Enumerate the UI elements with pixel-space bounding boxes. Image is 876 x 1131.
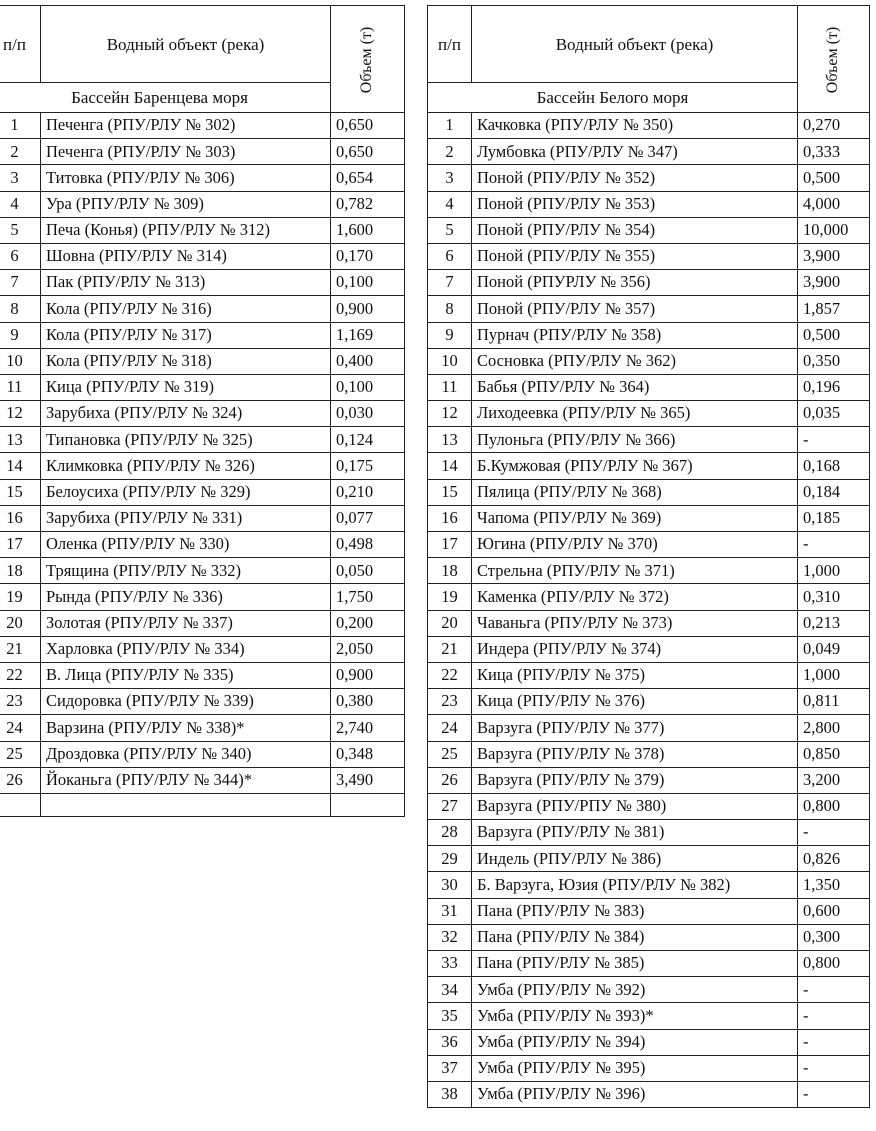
volume-value: 0,168 — [798, 453, 870, 479]
table-row — [428, 453, 870, 479]
row-number: 9 — [0, 322, 41, 348]
table-row — [428, 820, 870, 846]
empty-cell — [0, 793, 41, 816]
table-row — [428, 532, 870, 558]
volume-value: 2,050 — [331, 636, 405, 662]
table-row — [0, 453, 405, 479]
volume-value: 0,100 — [331, 374, 405, 400]
water-object-name: Печа (Конья) (РПУ/РЛУ № 312) — [41, 217, 331, 243]
water-object-name: Лиходеевка (РПУ/РЛУ № 365) — [472, 401, 798, 427]
water-object-name: Лумбовка (РПУ/РЛУ № 347) — [472, 139, 798, 165]
volume-value: 0,050 — [331, 558, 405, 584]
row-number: 20 — [0, 610, 41, 636]
table-row — [0, 243, 405, 269]
volume-value: 1,000 — [798, 662, 870, 688]
water-object-name: Пана (РПУ/РЛУ № 383) — [472, 898, 798, 924]
right-table-white-sea — [427, 5, 870, 1108]
water-object-name: Сосновка (РПУ/РЛУ № 362) — [472, 348, 798, 374]
water-object-name: Поной (РПУ/РЛУ № 352) — [472, 165, 798, 191]
volume-value: 0,030 — [331, 401, 405, 427]
water-object-name: Климковка (РПУ/РЛУ № 326) — [41, 453, 331, 479]
table-row — [0, 113, 405, 139]
water-object-name: Варзуга (РПУ/РЛУ № 378) — [472, 741, 798, 767]
row-number: 29 — [428, 846, 472, 872]
volume-value: - — [798, 1003, 870, 1029]
water-object-name: Печенга (РПУ/РЛУ № 302) — [41, 113, 331, 139]
table-row — [428, 505, 870, 531]
water-object-name: Титовка (РПУ/РЛУ № 306) — [41, 165, 331, 191]
table-row — [0, 636, 405, 662]
empty-row — [0, 793, 405, 816]
water-object-name: Пак (РПУ/РЛУ № 313) — [41, 270, 331, 296]
header-volume-label: Объем (т) — [358, 26, 376, 94]
table-row — [428, 1029, 870, 1055]
volume-value: 10,000 — [798, 217, 870, 243]
table-row — [428, 139, 870, 165]
table-row — [428, 1003, 870, 1029]
row-number: 23 — [0, 689, 41, 715]
table-row — [0, 270, 405, 296]
water-object-name: Кола (РПУ/РЛУ № 318) — [41, 348, 331, 374]
row-number: 1 — [0, 113, 41, 139]
table-row — [428, 270, 870, 296]
volume-value: 0,900 — [331, 662, 405, 688]
row-number: 32 — [428, 924, 472, 950]
row-number: 26 — [428, 767, 472, 793]
table-row — [0, 584, 405, 610]
volume-value: 3,200 — [798, 767, 870, 793]
basin-title: Бассейн Баренцева моря — [0, 83, 331, 113]
left-table-barents — [0, 5, 405, 817]
water-object-name: Индель (РПУ/РЛУ № 386) — [472, 846, 798, 872]
volume-value: - — [798, 820, 870, 846]
row-number: 21 — [0, 636, 41, 662]
water-object-name: Сидоровка (РПУ/РЛУ № 339) — [41, 689, 331, 715]
row-number: 3 — [0, 165, 41, 191]
table-row — [0, 401, 405, 427]
row-number: 23 — [428, 689, 472, 715]
volume-value: 0,175 — [331, 453, 405, 479]
water-object-name: Оленка (РПУ/РЛУ № 330) — [41, 532, 331, 558]
volume-value: - — [798, 1081, 870, 1107]
row-number: 20 — [428, 610, 472, 636]
row-number: 7 — [0, 270, 41, 296]
water-object-name: Шовна (РПУ/РЛУ № 314) — [41, 243, 331, 269]
water-object-name: Йоканьга (РПУ/РЛУ № 344)* — [41, 767, 331, 793]
water-object-name: Белоусиха (РПУ/РЛУ № 329) — [41, 479, 331, 505]
water-object-name: Пялица (РПУ/РЛУ № 368) — [472, 479, 798, 505]
table-row — [428, 243, 870, 269]
table-row — [428, 636, 870, 662]
table-row — [428, 977, 870, 1003]
table-row — [0, 322, 405, 348]
row-number: 22 — [428, 662, 472, 688]
water-object-name: Б. Варзуга, Юзия (РПУ/РЛУ № 382) — [472, 872, 798, 898]
water-object-name: Поной (РПУ/РЛУ № 354) — [472, 217, 798, 243]
water-object-name: Печенга (РПУ/РЛУ № 303) — [41, 139, 331, 165]
table-row — [428, 846, 870, 872]
water-object-name: Умба (РПУ/РЛУ № 396) — [472, 1081, 798, 1107]
water-object-name: Дроздовка (РПУ/РЛУ № 340) — [41, 741, 331, 767]
volume-value: 0,170 — [331, 243, 405, 269]
water-object-name: Чапома (РПУ/РЛУ № 369) — [472, 505, 798, 531]
volume-value: 0,035 — [798, 401, 870, 427]
row-number: 19 — [428, 584, 472, 610]
row-number: 6 — [428, 243, 472, 269]
row-number: 10 — [0, 348, 41, 374]
table-row — [428, 217, 870, 243]
table-row — [428, 689, 870, 715]
row-number: 5 — [0, 217, 41, 243]
volume-value: 0,300 — [798, 924, 870, 950]
header-num: п/п — [428, 6, 472, 83]
volume-value: 2,800 — [798, 715, 870, 741]
water-object-name: Пурнач (РПУ/РЛУ № 358) — [472, 322, 798, 348]
header-volume-label: Объем (т) — [824, 26, 842, 94]
water-object-name: Качковка (РПУ/РЛУ № 350) — [472, 113, 798, 139]
table-row — [428, 558, 870, 584]
volume-value: 2,740 — [331, 715, 405, 741]
left-rows — [0, 113, 405, 794]
water-object-name: Чаваньга (РПУ/РЛУ № 373) — [472, 610, 798, 636]
water-object-name: Умба (РПУ/РЛУ № 392) — [472, 977, 798, 1003]
row-number: 2 — [0, 139, 41, 165]
row-number: 27 — [428, 793, 472, 819]
table-row — [428, 793, 870, 819]
row-number: 4 — [0, 191, 41, 217]
table-row — [428, 767, 870, 793]
table-row — [428, 479, 870, 505]
table-row — [428, 401, 870, 427]
water-object-name: Югина (РПУ/РЛУ № 370) — [472, 532, 798, 558]
row-number: 2 — [428, 139, 472, 165]
row-number: 31 — [428, 898, 472, 924]
table-row — [428, 296, 870, 322]
water-object-name: Кица (РПУ/РЛУ № 375) — [472, 662, 798, 688]
water-object-name: Харловка (РПУ/РЛУ № 334) — [41, 636, 331, 662]
table-row — [0, 662, 405, 688]
row-number: 24 — [428, 715, 472, 741]
volume-value: 0,213 — [798, 610, 870, 636]
volume-value: - — [798, 532, 870, 558]
row-number: 26 — [0, 767, 41, 793]
row-number: 28 — [428, 820, 472, 846]
table-row — [428, 113, 870, 139]
volume-value: 1,000 — [798, 558, 870, 584]
table-row — [0, 532, 405, 558]
row-number: 38 — [428, 1081, 472, 1107]
basin-title: Бассейн Белого моря — [428, 83, 798, 113]
water-object-name: Стрельна (РПУ/РЛУ № 371) — [472, 558, 798, 584]
row-number: 11 — [428, 374, 472, 400]
water-object-name: Ура (РПУ/РЛУ № 309) — [41, 191, 331, 217]
volume-value: 0,077 — [331, 505, 405, 531]
table-row — [0, 505, 405, 531]
volume-value: - — [798, 1029, 870, 1055]
water-object-name: Индера (РПУ/РЛУ № 374) — [472, 636, 798, 662]
water-object-name: Типановка (РПУ/РЛУ № 325) — [41, 427, 331, 453]
volume-value: 0,782 — [331, 191, 405, 217]
volume-value: 0,350 — [798, 348, 870, 374]
row-number: 37 — [428, 1055, 472, 1081]
header-water-object: Водный объект (река) — [41, 6, 331, 83]
table-row — [0, 689, 405, 715]
table-row — [428, 662, 870, 688]
row-number: 16 — [0, 505, 41, 531]
water-object-name: Варзуга (РПУ/РПУ № 380) — [472, 793, 798, 819]
row-number: 19 — [0, 584, 41, 610]
table-row — [428, 1055, 870, 1081]
volume-value: 0,049 — [798, 636, 870, 662]
volume-value: 0,210 — [331, 479, 405, 505]
row-number: 4 — [428, 191, 472, 217]
table-row — [428, 898, 870, 924]
row-number: 12 — [428, 401, 472, 427]
row-number: 22 — [0, 662, 41, 688]
volume-value: 0,650 — [331, 113, 405, 139]
row-number: 1 — [428, 113, 472, 139]
row-number: 24 — [0, 715, 41, 741]
volume-value: 0,380 — [331, 689, 405, 715]
volume-value: - — [798, 427, 870, 453]
table-row — [428, 584, 870, 610]
table-row — [0, 479, 405, 505]
water-object-name: Варзина (РПУ/РЛУ № 338)* — [41, 715, 331, 741]
table-row — [0, 139, 405, 165]
volume-value: 0,826 — [798, 846, 870, 872]
water-object-name: Поной (РПУ/РЛУ № 353) — [472, 191, 798, 217]
row-number: 17 — [428, 532, 472, 558]
volume-value: 0,500 — [798, 165, 870, 191]
volume-value: 1,750 — [331, 584, 405, 610]
header-volume — [798, 6, 870, 113]
row-number: 14 — [0, 453, 41, 479]
row-number: 33 — [428, 951, 472, 977]
water-object-name: Пулоньга (РПУ/РЛУ № 366) — [472, 427, 798, 453]
water-object-name: Поной (РПУРЛУ № 356) — [472, 270, 798, 296]
volume-value: 3,900 — [798, 270, 870, 296]
header-volume — [331, 6, 405, 113]
volume-value: 1,350 — [798, 872, 870, 898]
water-object-name: Варзуга (РПУ/РЛУ № 381) — [472, 820, 798, 846]
volume-value: 0,184 — [798, 479, 870, 505]
volume-value: - — [798, 1055, 870, 1081]
table-row — [0, 217, 405, 243]
volume-value: 0,310 — [798, 584, 870, 610]
table-row — [0, 767, 405, 793]
water-object-name: Каменка (РПУ/РЛУ № 372) — [472, 584, 798, 610]
volume-value: 0,185 — [798, 505, 870, 531]
volume-value: 0,900 — [331, 296, 405, 322]
water-object-name: Зарубиха (РПУ/РЛУ № 331) — [41, 505, 331, 531]
table-row — [428, 872, 870, 898]
row-number: 11 — [0, 374, 41, 400]
row-number: 8 — [0, 296, 41, 322]
volume-value: 1,857 — [798, 296, 870, 322]
volume-value: 0,650 — [331, 139, 405, 165]
volume-value: 1,169 — [331, 322, 405, 348]
water-object-name: Умба (РПУ/РЛУ № 393)* — [472, 1003, 798, 1029]
water-object-name: Поной (РПУ/РЛУ № 357) — [472, 296, 798, 322]
volume-value: 1,600 — [331, 217, 405, 243]
water-object-name: Золотая (РПУ/РЛУ № 337) — [41, 610, 331, 636]
row-number: 36 — [428, 1029, 472, 1055]
water-object-name: Трящина (РПУ/РЛУ № 332) — [41, 558, 331, 584]
volume-value: 0,800 — [798, 793, 870, 819]
volume-value: 3,490 — [331, 767, 405, 793]
volume-value: - — [798, 977, 870, 1003]
volume-value: 4,000 — [798, 191, 870, 217]
row-number: 13 — [0, 427, 41, 453]
empty-cell — [41, 793, 331, 816]
table-row — [0, 558, 405, 584]
water-object-name: Бабья (РПУ/РЛУ № 364) — [472, 374, 798, 400]
row-number: 8 — [428, 296, 472, 322]
row-number: 17 — [0, 532, 41, 558]
row-number: 7 — [428, 270, 472, 296]
water-object-name: Пана (РПУ/РЛУ № 384) — [472, 924, 798, 950]
volume-value: 0,600 — [798, 898, 870, 924]
water-object-name: Варзуга (РПУ/РЛУ № 377) — [472, 715, 798, 741]
table-row — [0, 296, 405, 322]
header-num: п/п — [0, 6, 41, 83]
row-number: 9 — [428, 322, 472, 348]
table-row — [0, 427, 405, 453]
right-rows — [428, 113, 870, 1108]
table-row — [428, 741, 870, 767]
volume-value: 0,850 — [798, 741, 870, 767]
row-number: 35 — [428, 1003, 472, 1029]
table-row — [428, 374, 870, 400]
water-object-name: Поной (РПУ/РЛУ № 355) — [472, 243, 798, 269]
row-number: 14 — [428, 453, 472, 479]
table-row — [0, 374, 405, 400]
volume-value: 0,196 — [798, 374, 870, 400]
table-row — [428, 427, 870, 453]
volume-value: 0,800 — [798, 951, 870, 977]
row-number: 10 — [428, 348, 472, 374]
water-object-name: Рында (РПУ/РЛУ № 336) — [41, 584, 331, 610]
table-row — [0, 715, 405, 741]
water-object-name: Зарубиха (РПУ/РЛУ № 324) — [41, 401, 331, 427]
water-object-name: Кица (РПУ/РЛУ № 376) — [472, 689, 798, 715]
table-row — [0, 610, 405, 636]
table-row — [0, 741, 405, 767]
row-number: 16 — [428, 505, 472, 531]
table-row — [428, 348, 870, 374]
header-water-object: Водный объект (река) — [472, 6, 798, 83]
volume-value: 0,200 — [331, 610, 405, 636]
row-number: 18 — [428, 558, 472, 584]
row-number: 15 — [0, 479, 41, 505]
table-row — [428, 951, 870, 977]
row-number: 3 — [428, 165, 472, 191]
row-number: 34 — [428, 977, 472, 1003]
water-object-name: Умба (РПУ/РЛУ № 394) — [472, 1029, 798, 1055]
row-number: 25 — [0, 741, 41, 767]
table-row — [428, 715, 870, 741]
row-number: 13 — [428, 427, 472, 453]
row-number: 15 — [428, 479, 472, 505]
table-row — [0, 191, 405, 217]
volume-value: 0,100 — [331, 270, 405, 296]
volume-value: 0,124 — [331, 427, 405, 453]
row-number: 21 — [428, 636, 472, 662]
volume-value: 0,270 — [798, 113, 870, 139]
table-row — [428, 924, 870, 950]
volume-value: 0,500 — [798, 322, 870, 348]
table-row — [0, 165, 405, 191]
water-object-name: В. Лица (РПУ/РЛУ № 335) — [41, 662, 331, 688]
row-number: 5 — [428, 217, 472, 243]
volume-value: 0,333 — [798, 139, 870, 165]
volume-value: 0,348 — [331, 741, 405, 767]
table-row — [428, 610, 870, 636]
table-row — [428, 191, 870, 217]
table-row — [428, 1081, 870, 1107]
row-number: 6 — [0, 243, 41, 269]
volume-value: 3,900 — [798, 243, 870, 269]
table-row — [428, 165, 870, 191]
row-number: 30 — [428, 872, 472, 898]
empty-cell — [331, 793, 405, 816]
water-object-name: Умба (РПУ/РЛУ № 395) — [472, 1055, 798, 1081]
volume-value: 0,400 — [331, 348, 405, 374]
row-number: 12 — [0, 401, 41, 427]
water-object-name: Кола (РПУ/РЛУ № 316) — [41, 296, 331, 322]
volume-value: 0,498 — [331, 532, 405, 558]
water-object-name: Кола (РПУ/РЛУ № 317) — [41, 322, 331, 348]
volume-value: 0,654 — [331, 165, 405, 191]
water-object-name: Варзуга (РПУ/РЛУ № 379) — [472, 767, 798, 793]
row-number: 25 — [428, 741, 472, 767]
table-row — [0, 348, 405, 374]
water-object-name: Пана (РПУ/РЛУ № 385) — [472, 951, 798, 977]
row-number: 18 — [0, 558, 41, 584]
volume-value: 0,811 — [798, 689, 870, 715]
water-object-name: Б.Кумжовая (РПУ/РЛУ № 367) — [472, 453, 798, 479]
water-object-name: Кица (РПУ/РЛУ № 319) — [41, 374, 331, 400]
table-row — [428, 322, 870, 348]
